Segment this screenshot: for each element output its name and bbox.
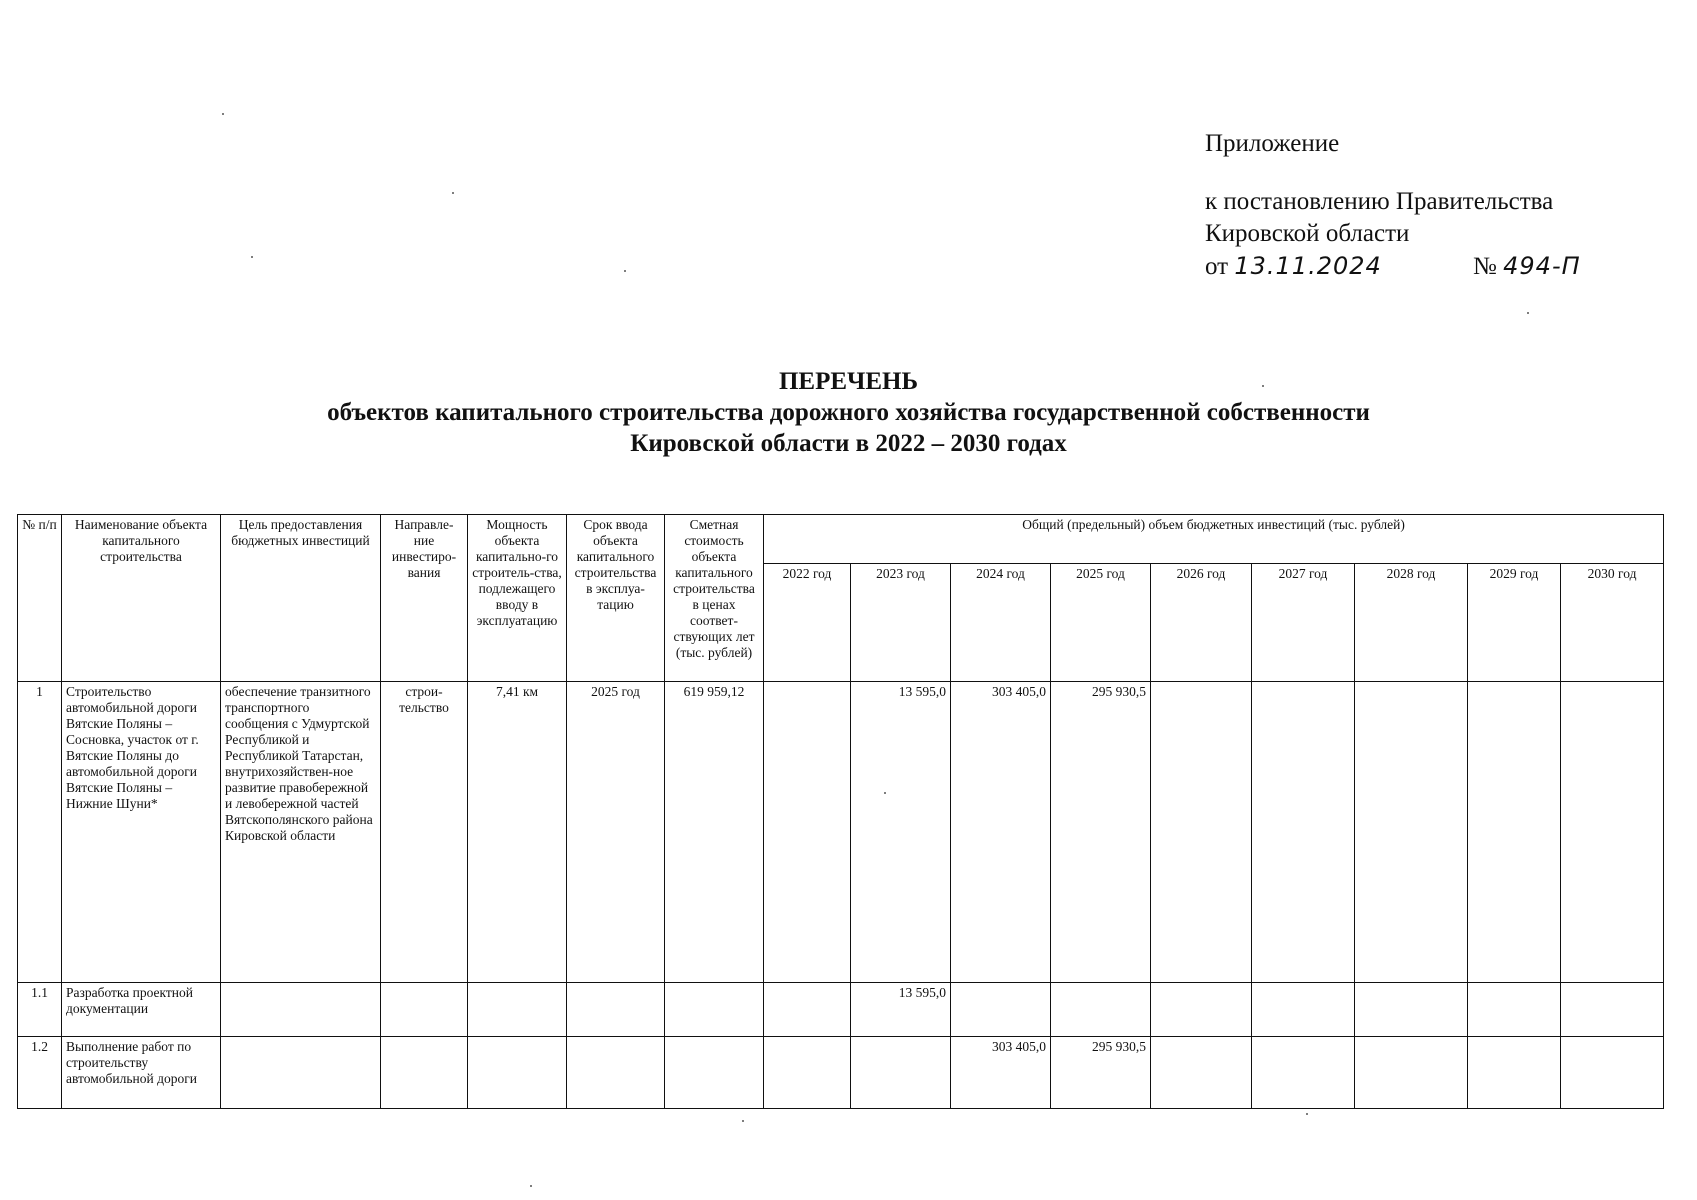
header-year: 2022 год (764, 564, 851, 682)
scan-speck (1306, 1113, 1308, 1115)
scan-speck (251, 256, 253, 258)
appendix-label: Приложение (1205, 130, 1340, 157)
cell-name: Выполнение работ по строительству автомобильной дороги (62, 1037, 221, 1109)
cell-2027 (1252, 682, 1355, 983)
cell-direction (381, 1037, 468, 1109)
cell-2030 (1561, 682, 1664, 983)
scan-speck (530, 1185, 532, 1187)
header-term: Срок ввода объекта капитального строительства в эксплуа-тацию (567, 515, 665, 682)
scan-speck (452, 192, 454, 194)
cell-goal (221, 983, 381, 1037)
header-year: 2024 год (951, 564, 1051, 682)
scan-speck (222, 113, 224, 115)
scan-speck (884, 792, 886, 794)
cell-2023: 13 595,0 (851, 983, 951, 1037)
header-year: 2030 год (1561, 564, 1664, 682)
header-year: 2028 год (1355, 564, 1468, 682)
cell-num: 1.1 (18, 983, 62, 1037)
title-line-3: Кировской области в 2022 – 2030 годах (630, 430, 1067, 457)
date-prefix: от (1205, 253, 1229, 280)
table-row (18, 1037, 1664, 1109)
cell-2026 (1151, 1037, 1252, 1109)
cell-num: 1.2 (18, 1037, 62, 1109)
scan-speck (742, 1120, 744, 1122)
title-line-1: ПЕРЕЧЕНЬ (778, 368, 919, 395)
cell-goal (221, 1037, 381, 1109)
cell-2024: 303 405,0 (951, 682, 1051, 983)
cell-cost: 619 959,12 (665, 682, 764, 983)
cell-goal: обеспечение транзитного транспортного сообщения с Удмуртской Республикой и Республикой Татарстан, внутрихозяйствен-ное развитие правобережной и левобережной частей Вятскополянского района Кировской области (221, 682, 381, 983)
cell-term (567, 1037, 665, 1109)
header-direction: Направле-ние инвестиро-вания (381, 515, 468, 682)
cell-2024 (951, 983, 1051, 1037)
cell-name: Разработка проектной документации (62, 983, 221, 1037)
cell-2027 (1252, 1037, 1355, 1109)
header-name: Наименование объекта капитального строительства (62, 515, 221, 682)
cell-2022 (764, 682, 851, 983)
cell-2025: 295 930,5 (1051, 1037, 1151, 1109)
cell-capacity (468, 983, 567, 1037)
cell-direction: строи-тельство (381, 682, 468, 983)
objects-table (17, 514, 1664, 1109)
cell-2024: 303 405,0 (951, 1037, 1051, 1109)
appendix-decree: к постановлению Правительства (1205, 188, 1554, 215)
cell-2023 (851, 1037, 951, 1109)
cell-term (567, 983, 665, 1037)
number-prefix: № (1473, 253, 1497, 280)
cell-num: 1 (18, 682, 62, 983)
cell-2028 (1355, 682, 1468, 983)
cell-2022 (764, 983, 851, 1037)
cell-cost (665, 1037, 764, 1109)
header-year: 2025 год (1051, 564, 1151, 682)
cell-2028 (1355, 983, 1468, 1037)
cell-capacity (468, 1037, 567, 1109)
table-row (18, 682, 1664, 983)
scan-speck (1527, 312, 1529, 314)
header-cost: Сметная стоимость объекта капитального строительства в ценах соответ-ствующих лет (тыс. рублей) (665, 515, 764, 682)
appendix-date-line (1205, 250, 1675, 283)
header-capacity: Мощность объекта капитально-го строитель-ства, подлежащего вводу в эксплуатацию (468, 515, 567, 682)
appendix-region: Кировской области (1205, 220, 1410, 247)
document-title (0, 366, 1697, 459)
header-year: 2026 год (1151, 564, 1252, 682)
header-year: 2027 год (1252, 564, 1355, 682)
cell-name: Строительство автомобильной дороги Вятские Поляны – Сосновка, участок от г. Вятские Поляны до автомобильной дороги Вятские Поляны – Нижние Шуни* (62, 682, 221, 983)
header-year: 2029 год (1468, 564, 1561, 682)
scan-speck (624, 270, 626, 272)
header-year: 2023 год (851, 564, 951, 682)
cell-2025: 295 930,5 (1051, 682, 1151, 983)
cell-term: 2025 год (567, 682, 665, 983)
decree-number: 494-П (1503, 252, 1581, 280)
cell-cost (665, 983, 764, 1037)
appendix-block (1205, 128, 1675, 283)
cell-2030 (1561, 1037, 1664, 1109)
cell-capacity: 7,41 км (468, 682, 567, 983)
title-line-2: объектов капитального строительства дорожного хозяйства государственной собственности (327, 399, 1370, 426)
cell-2029 (1468, 983, 1561, 1037)
cell-2029 (1468, 682, 1561, 983)
cell-2029 (1468, 1037, 1561, 1109)
cell-2022 (764, 1037, 851, 1109)
header-num: № п/п (18, 515, 62, 682)
table-row (18, 983, 1664, 1037)
header-goal: Цель предоставления бюджетных инвестиций (221, 515, 381, 682)
cell-2027 (1252, 983, 1355, 1037)
cell-2023: 13 595,0 (851, 682, 951, 983)
cell-2025 (1051, 983, 1151, 1037)
cell-direction (381, 983, 468, 1037)
cell-2026 (1151, 983, 1252, 1037)
cell-2028 (1355, 1037, 1468, 1109)
decree-date: 13.11.2024 (1234, 252, 1382, 280)
scan-speck (1262, 385, 1264, 387)
cell-2026 (1151, 682, 1252, 983)
header-total: Общий (предельный) объем бюджетных инвестиций (тыс. рублей) (764, 515, 1664, 564)
header-row (18, 515, 1664, 564)
cell-2030 (1561, 983, 1664, 1037)
